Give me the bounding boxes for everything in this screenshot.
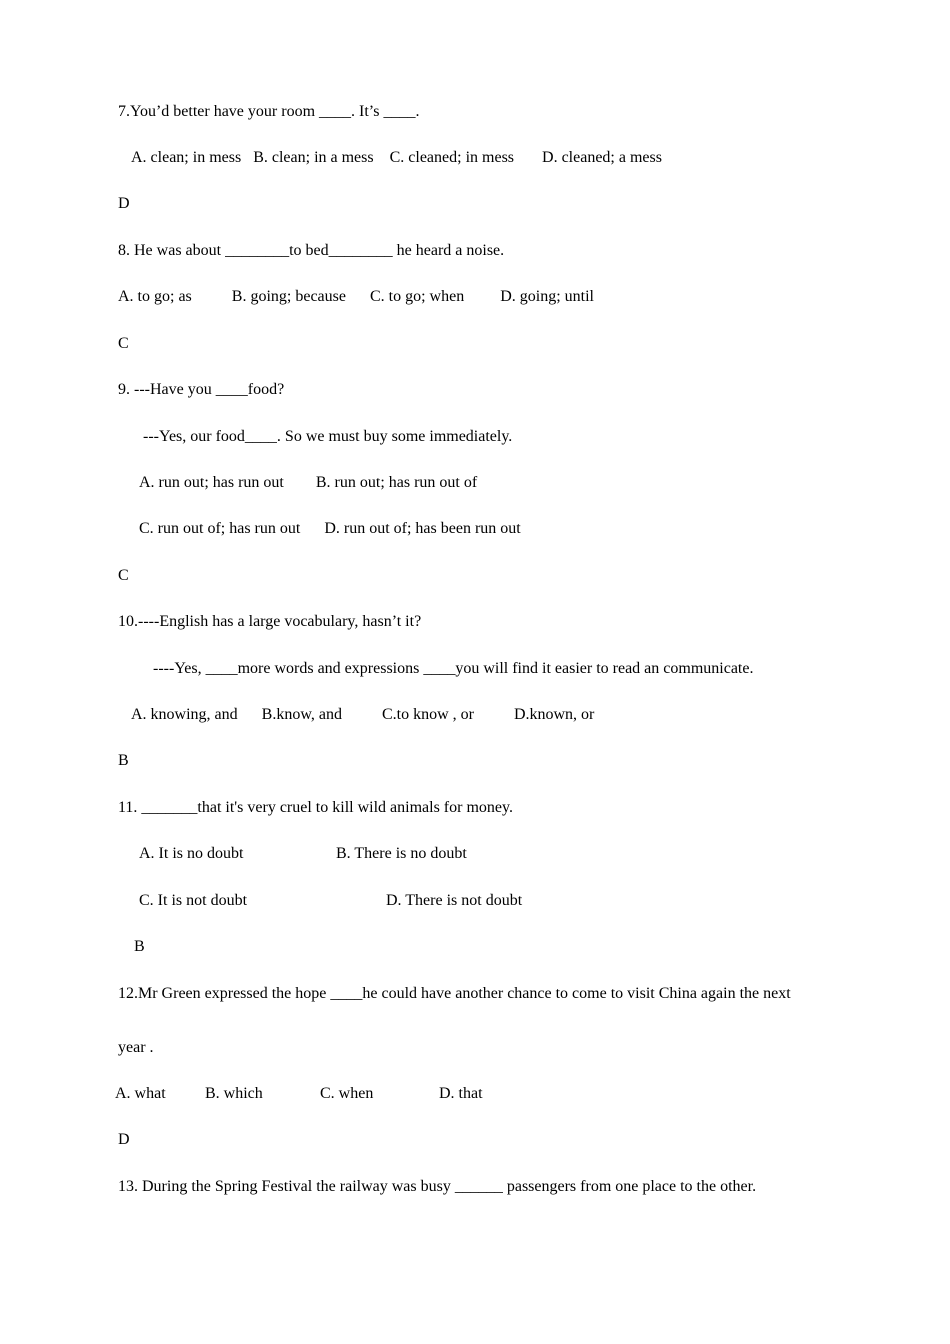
question-7-stem: 7.You’d better have your room ____. It’s ____. — [118, 103, 420, 120]
question-12-stem-line-2: year . — [118, 1039, 154, 1056]
question-12-option-a: A. what — [115, 1085, 166, 1102]
question-12-option-c: C. when — [320, 1085, 374, 1102]
question-11-stem: 11. _______that it's very cruel to kill wild animals for money. — [118, 799, 513, 816]
question-9-reply: ---Yes, our food____. So we must buy some immediately. — [143, 428, 513, 445]
question-11-answer: B — [134, 938, 145, 955]
question-9-answer: C — [118, 567, 129, 584]
question-12-answer: D — [118, 1131, 130, 1148]
question-10-options: A. knowing, and B.know, and C.to know , or D.known, or — [131, 706, 595, 723]
question-8-options: A. to go; as B. going; because C. to go; when D. going; until — [118, 288, 594, 305]
question-8-stem: 8. He was about ________to bed________ he heard a noise. — [118, 242, 505, 259]
question-9-stem: 9. ---Have you ____food? — [118, 381, 285, 398]
question-8-answer: C — [118, 335, 129, 352]
question-11-option-a: A. It is no doubt — [139, 845, 244, 862]
question-7-answer: D — [118, 195, 130, 212]
question-10-reply: ----Yes, ____more words and expressions ____you will find it easier to read an communicate. — [153, 660, 754, 677]
question-11-option-c: C. It is not doubt — [139, 892, 248, 909]
question-13-stem: 13. During the Spring Festival the railway was busy ______ passengers from one place to the other. — [118, 1178, 757, 1195]
question-12-option-d: D. that — [439, 1085, 483, 1102]
question-11-option-d: D. There is not doubt — [386, 892, 523, 909]
question-9-options-1: A. run out; has run out B. run out; has run out of — [139, 474, 478, 491]
question-10-stem: 10.----English has a large vocabulary, hasn’t it? — [118, 613, 422, 630]
question-7-options: A. clean; in mess B. clean; in a mess C. cleaned; in mess D. cleaned; a mess — [131, 149, 662, 166]
question-9-options-2: C. run out of; has run out D. run out of; has been run out — [139, 520, 521, 537]
question-12-stem-line-1: 12.Mr Green expressed the hope ____he could have another chance to come to visit China again the next — [118, 985, 791, 1002]
question-12-option-b: B. which — [205, 1085, 263, 1102]
question-11-option-b: B. There is no doubt — [336, 845, 467, 862]
question-10-answer: B — [118, 752, 129, 769]
